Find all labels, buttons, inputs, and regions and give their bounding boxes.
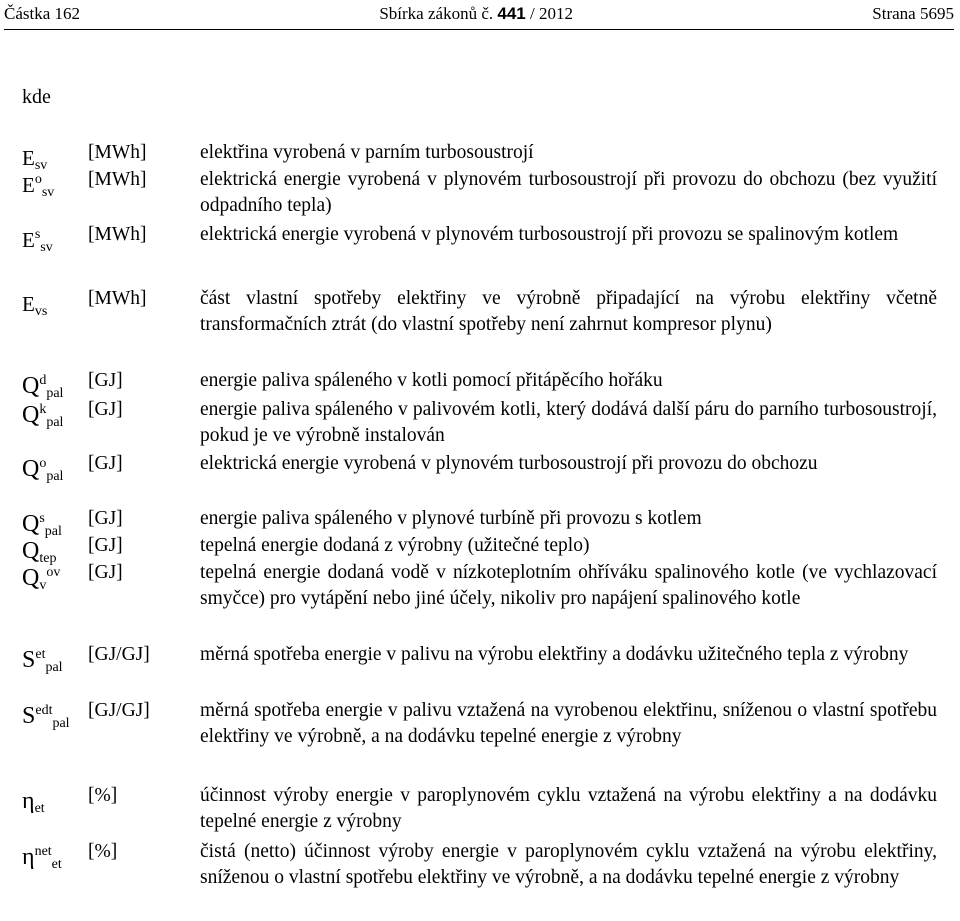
symbol: $\eta^{net}_{et}$	[22, 844, 62, 872]
unit: [MWh]	[88, 224, 147, 245]
collection-year: / 2012	[530, 4, 573, 23]
symbol: $E^o_{sv}$	[22, 172, 55, 200]
definition-text: měrná spotřeba energie v palivu na výrobu elektřiny a dodávku užitečného tepla z výrobny	[200, 644, 909, 665]
definition-text: tepelná energie dodaná vodě v nízkoteplotním ohříváku spalinového kotle (ve vychlazovací smyčce) pro vytápění nebo jiné účely, nikoliv pro napájení spalinového kotle	[200, 562, 937, 610]
definition-text: tepelná energie dodaná z výrobny (užitečné teplo)	[200, 535, 590, 556]
unit: [MWh]	[88, 288, 147, 309]
unit: [GJ]	[88, 453, 123, 474]
definition-text: elektrická energie vyrobená v plynovém turbosoustrojí při provozu se spalinovým kotlem	[200, 224, 899, 245]
symbol: $Q^o_{pal}$	[22, 456, 64, 484]
unit: [GJ/GJ]	[88, 644, 150, 665]
symbol: $Q^d_{pal}$	[22, 373, 64, 401]
header-rule	[4, 29, 954, 30]
unit: [GJ/GJ]	[88, 700, 150, 721]
unit: [GJ]	[88, 508, 123, 529]
definition-text: energie paliva spáleného v kotli pomocí přitápěcího hořáku	[200, 370, 663, 391]
definition-text: měrná spotřeba energie v palivu vztažená na vyrobenou elektřinu, sníženou o vlastní spotřebu elektřiny ve výrobně, a na dodávku tepelné energie z výrobny	[200, 700, 937, 748]
page-number: Strana 5695	[872, 4, 954, 23]
collection-prefix: Sbírka zákonů č.	[379, 4, 494, 23]
definition-text: čistá (netto) účinnost výroby energie v paroplynovém cyklu vztažená na výrobu elektřiny, sníženou o vlastní spotřebu elektřiny ve výrobně, a na dodávku tepelné energie z výrobny	[200, 841, 937, 889]
symbol: $E^s_{sv}$	[22, 227, 53, 255]
issue-label: Částka 162	[4, 4, 81, 23]
collection-title	[379, 4, 573, 24]
unit: [%]	[88, 785, 118, 806]
definition-text: část vlastní spotřeby elektřiny ve výrobně připadající na výrobu elektřiny včetně transformačních ztrát (do vlastní spotřeby není zahrnut kompresor plynu)	[200, 288, 937, 336]
page-header	[4, 2, 954, 26]
unit: [MWh]	[88, 169, 147, 190]
unit: [GJ]	[88, 562, 123, 583]
definition-text: energie paliva spáleného v plynové turbíně při provozu s kotlem	[200, 508, 702, 529]
symbol: $E_{vs}$	[22, 292, 48, 319]
intro-word: kde	[22, 86, 51, 108]
symbol: $Q_v^{ov}$	[22, 565, 61, 593]
unit: [GJ]	[88, 399, 123, 420]
law-number: 441	[497, 4, 526, 23]
symbol: $\eta_{et}$	[22, 788, 45, 816]
symbol: $Q^s_{pal}$	[22, 511, 62, 539]
definition-text: účinnost výroby energie v paroplynovém cyklu vztažená na výrobu elektřiny a na dodávku tepelné energie z výrobny	[200, 785, 937, 833]
symbol: $S^{edt}_{pal}$	[22, 703, 70, 731]
unit: [%]	[88, 841, 118, 862]
unit: [MWh]	[88, 142, 147, 163]
symbol: $E_{sv}$	[22, 146, 48, 173]
definition-text: elektrická energie vyrobená v plynovém turbosoustrojí při provozu do obchozu	[200, 453, 818, 474]
definition-text: energie paliva spáleného v palivovém kotli, který dodává další páru do parního turbosoustrojí, pokud je ve výrobně instalován	[200, 399, 937, 447]
symbol: $Q_{tep}$	[22, 538, 57, 566]
unit: [GJ]	[88, 535, 123, 556]
definition-text: elektřina vyrobená v parním turbosoustrojí	[200, 142, 534, 163]
definition-text: elektrická energie vyrobená v plynovém turbosoustrojí při provozu do obchozu (bez využití odpadního tepla)	[200, 169, 937, 217]
symbol: $Q^k_{pal}$	[22, 402, 64, 430]
unit: [GJ]	[88, 370, 123, 391]
symbol: $S^{et}_{pal}$	[22, 647, 63, 675]
